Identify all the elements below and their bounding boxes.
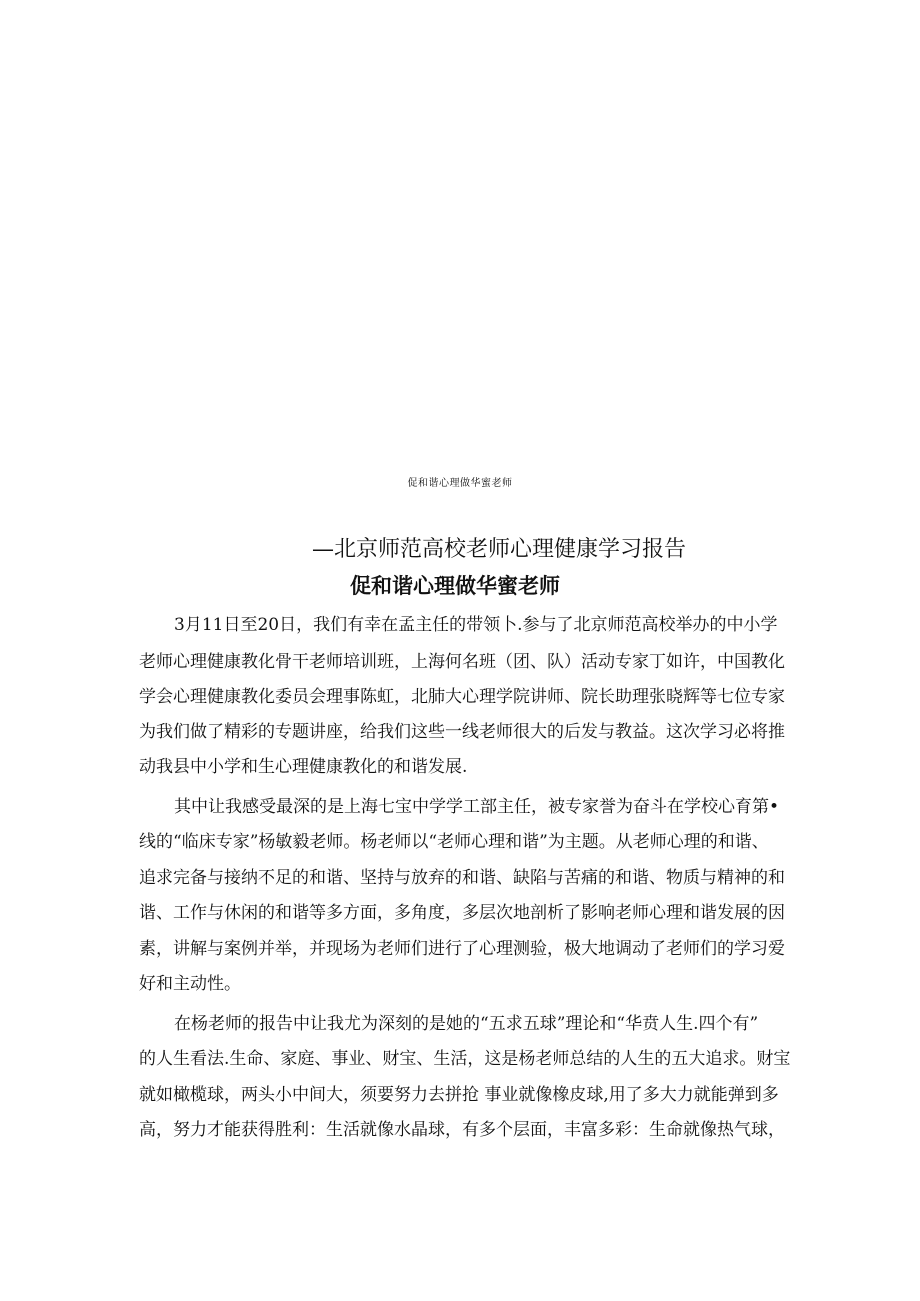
paragraph-1-line-4: 为我们做了精彩的专题讲座，给我们这些一线老师很大的后发与教益。这次学习必将推: [139, 722, 785, 742]
document-subtitle: —北京师范高校老师心理健康学习报告: [312, 537, 687, 562]
paragraph-1-line-2: 老师心理健康教化骨干老师培训班，上海何名班（团、队）活动专家丁如许，中国教化: [139, 652, 785, 672]
paragraph-1-line-3: 学会心理健康教化委员会理事陈虹，北肺大心理学院讲师、院长助理张晓辉等七位专家: [139, 687, 785, 707]
paragraph-3-line-3: 就如橄榄球，两头小中间大，须要努力去拼抢 事业就像橡皮球,用了多大力就能弹到多: [139, 1085, 779, 1105]
paragraph-2-line-4: 谐、工作与休闲的和谐等多方面，多角度，多层次地剖析了影响老师心理和谐发展的因: [139, 903, 785, 923]
paragraph-2-line-5: 素，讲解与案例并举，并现场为老师们进行了心理测验，极大地调动了老师们的学习爱: [139, 939, 785, 959]
paragraph-3-line-1: 在杨老师的报告中让我尤为深刻的是她的“五求五球”理论和“华贲人生.四个有”: [174, 1014, 759, 1034]
paragraph-2-line-3: 追求完备与接纳不足的和谐、坚持与放弃的和谐、缺陷与苦痛的和谐、物质与精神的和: [139, 868, 785, 888]
paragraph-3-line-2: 的人生看法.生命、家庭、事业、财宝、生活，这是杨老师总结的人生的五大追求。财宝: [139, 1049, 791, 1069]
paragraph-2-line-6: 好和主动性。: [139, 974, 241, 994]
paragraph-1-line-1: 3月11日至20日，我们有幸在孟主任的带领卜.参与了北京师范高校举办的中小学: [174, 615, 778, 635]
document-title: 促和谐心理做华蜜老师: [407, 478, 513, 489]
paragraph-2-line-2: 线的“临床专家”杨敏毅老师。杨老师以“老师心理和谐”为主题。从老师心理的和谐、: [139, 832, 769, 852]
paragraph-3-line-4: 高，努力才能获得胜利：生活就像水晶球，有多个层面，丰富多彩：生命就像热气球，: [139, 1120, 785, 1140]
document-subtitle-repeat: 促和谐心理做华蜜老师: [350, 574, 560, 598]
paragraph-2-line-1: 其中让我感受最深的是上海七宝中学学工部主任，被专家誉为奋斗在学校心育第•: [174, 797, 780, 817]
paragraph-1-line-5: 动我县中小学和生心理健康教化的和谐发展.: [139, 757, 468, 777]
